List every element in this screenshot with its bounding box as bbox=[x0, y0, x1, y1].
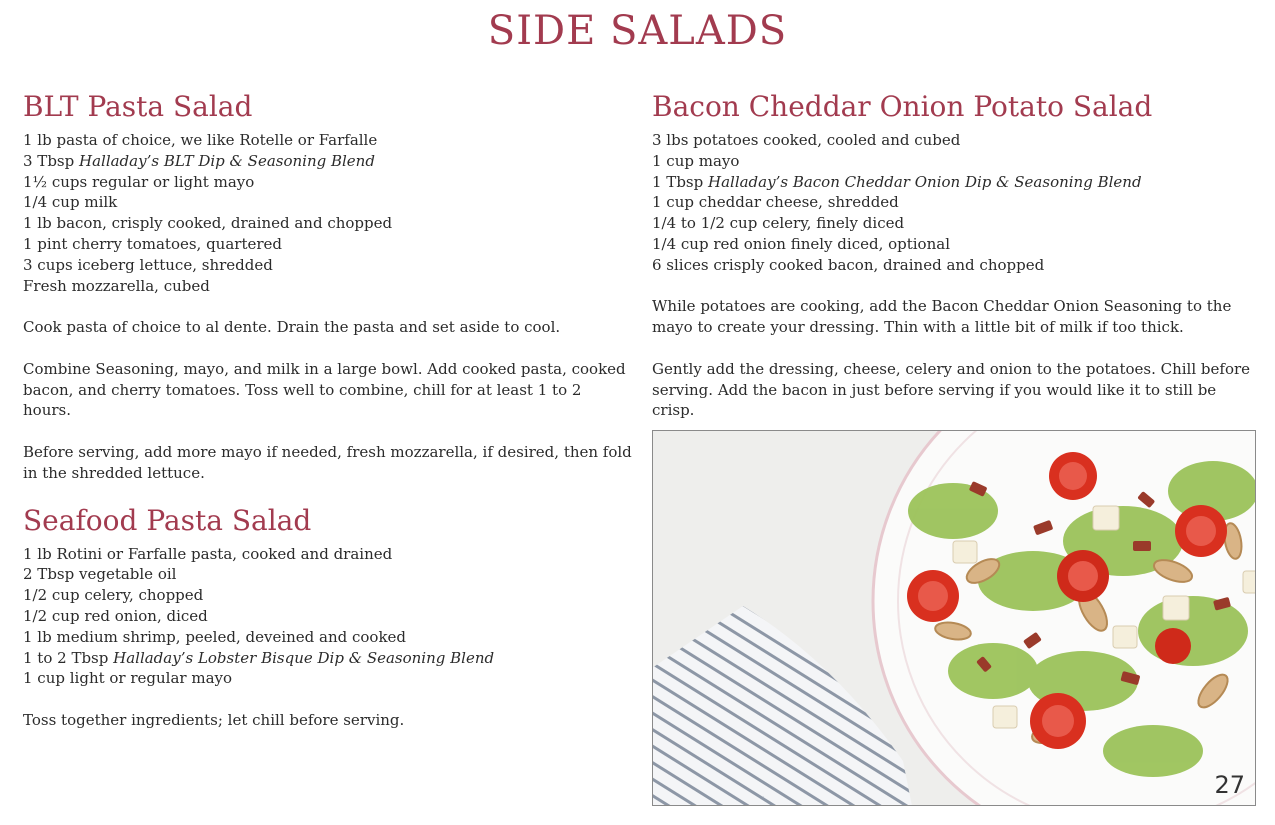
ingredient-line: 1½ cups regular or light mayo bbox=[23, 172, 255, 191]
recipe-seafood-pasta-salad bbox=[23, 502, 633, 731]
ingredient-line: 1/4 to 1/2 cup celery, finely diced bbox=[652, 214, 905, 233]
ingredient-line bbox=[23, 648, 633, 669]
ingredient-line: 1 pint cherry tomatoes, quartered bbox=[23, 234, 283, 253]
ingredient-line: 1/4 cup milk bbox=[23, 193, 118, 212]
ingredient-line: 6 slices crisply cooked bacon, drained and chopped bbox=[652, 255, 1045, 274]
ingredient-line: 1/2 cup red onion, diced bbox=[23, 606, 208, 625]
ingredient-list bbox=[23, 130, 633, 296]
ingredient-line: 2 Tbsp vegetable oil bbox=[23, 565, 177, 584]
salad-photo bbox=[652, 430, 1256, 806]
ingredient-line bbox=[652, 172, 1257, 193]
ingredient-list bbox=[652, 130, 1257, 276]
right-column bbox=[652, 88, 1257, 421]
instruction-step: Before serving, add more mayo if needed, fresh mozzarella, if desired, then fold in the shredded lettuce. bbox=[23, 442, 632, 482]
ingredient-line: 1 cup cheddar cheese, shredded bbox=[652, 193, 899, 212]
recipe-title: Bacon Cheddar Onion Potato Salad bbox=[652, 90, 1153, 123]
ingredient-line: 1 lb pasta of choice, we like Rotelle or Farfalle bbox=[23, 131, 378, 149]
seasoning-blend-name: Halladay’s Lobster Bisque Dip & Seasoning Blend bbox=[113, 648, 495, 667]
ingredient-line: 3 lbs potatoes cooked, cooled and cubed bbox=[652, 131, 961, 149]
recipe-blt-pasta-salad bbox=[23, 88, 633, 484]
page-number: 27 bbox=[1214, 771, 1245, 799]
ingredient-amount: 3 Tbsp bbox=[23, 151, 79, 170]
instruction-step: Combine Seasoning, mayo, and milk in a large bowl. Add cooked pasta, cooked bacon, and cherry tomatoes. Toss well to combine, chill for at least 1 to 2 hours. bbox=[23, 359, 626, 420]
ingredient-line: 1/4 cup red onion finely diced, optional bbox=[652, 234, 950, 253]
salad-illustration bbox=[653, 431, 1255, 805]
ingredient-line: 1 cup light or regular mayo bbox=[23, 669, 233, 688]
ingredient-line: 1 lb medium shrimp, peeled, deveined and cooked bbox=[23, 627, 407, 646]
ingredient-line bbox=[23, 151, 633, 172]
ingredient-line: 1 lb bacon, crisply cooked, drained and chopped bbox=[23, 214, 393, 233]
instruction-step: Gently add the dressing, cheese, celery and onion to the potatoes. Chill before serving. Add the bacon in just before serving if you would like it to still be crisp. bbox=[652, 359, 1251, 420]
seasoning-blend-name: Halladay’s BLT Dip & Seasoning Blend bbox=[79, 151, 375, 170]
seasoning-blend-name: Halladay’s Bacon Cheddar Onion Dip & Seasoning Blend bbox=[708, 172, 1142, 191]
ingredient-line: 1 lb Rotini or Farfalle pasta, cooked and drained bbox=[23, 544, 393, 563]
ingredient-line: 3 cups iceberg lettuce, shredded bbox=[23, 255, 273, 274]
ingredient-line: Fresh mozzarella, cubed bbox=[23, 276, 210, 295]
recipe-title: BLT Pasta Salad bbox=[23, 90, 253, 123]
ingredient-list bbox=[23, 544, 633, 690]
instruction-step: Toss together ingredients; let chill before serving. bbox=[23, 710, 405, 729]
recipe-title: Seafood Pasta Salad bbox=[23, 503, 312, 537]
ingredient-line: 1/2 cup celery, chopped bbox=[23, 586, 204, 605]
ingredient-line: 1 cup mayo bbox=[652, 151, 740, 170]
recipe-bacon-cheddar-onion-potato-salad bbox=[652, 88, 1257, 421]
page-title: SIDE SALADS bbox=[487, 8, 788, 54]
instruction-step: While potatoes are cooking, add the Bacon Cheddar Onion Seasoning to the mayo to create your dressing. Thin with a little bit of milk if too thick. bbox=[652, 297, 1232, 337]
left-column bbox=[23, 88, 633, 731]
ingredient-amount: 1 Tbsp bbox=[652, 172, 708, 191]
ingredient-amount: 1 to 2 Tbsp bbox=[23, 648, 114, 667]
instruction-step: Cook pasta of choice to al dente. Drain the pasta and set aside to cool. bbox=[23, 318, 561, 337]
